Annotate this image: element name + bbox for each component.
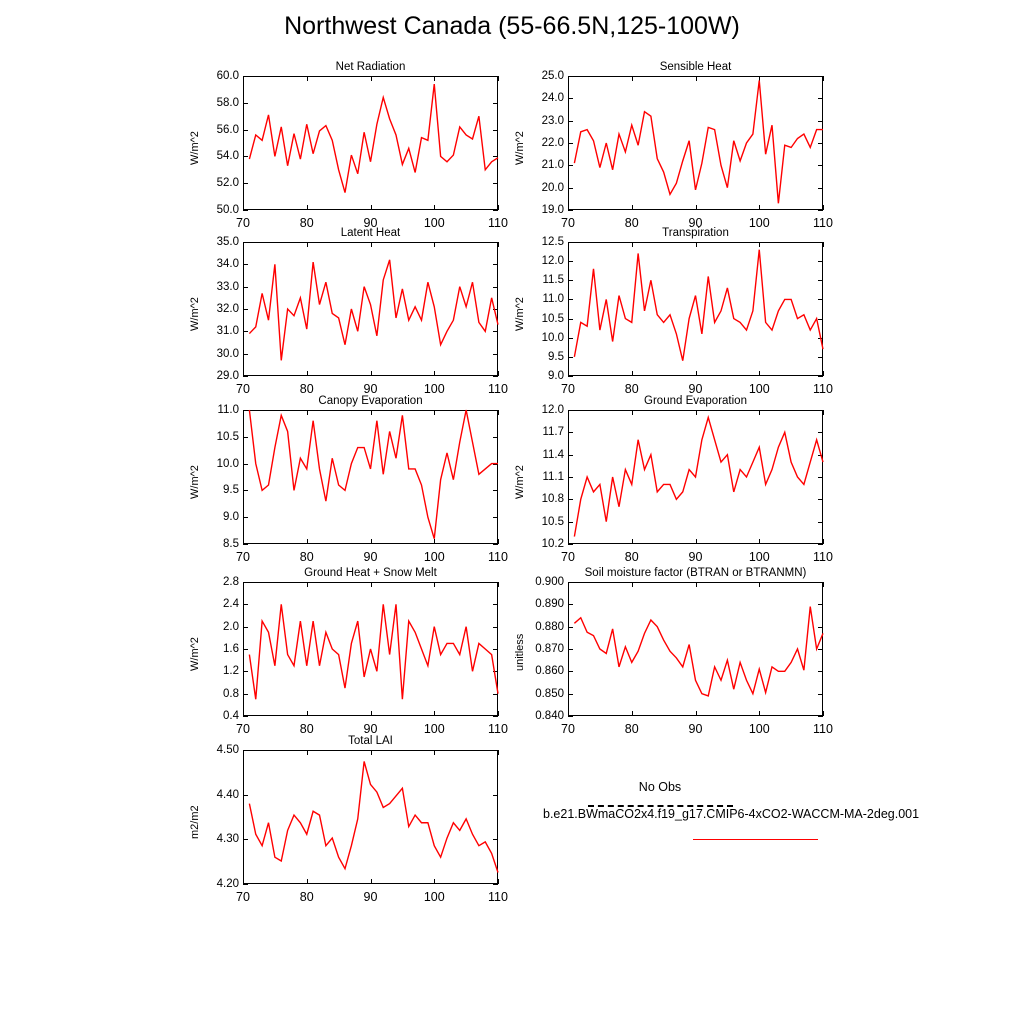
x-tick-label: 100 xyxy=(748,550,770,564)
y-tick-label: 10.5 xyxy=(541,515,564,528)
x-tick-label: 110 xyxy=(813,216,833,230)
x-tick-label: 100 xyxy=(423,722,445,736)
chart-panel xyxy=(189,735,508,904)
x-tick-mark xyxy=(823,371,824,376)
x-tick-label: 90 xyxy=(688,550,703,564)
series-layer xyxy=(568,410,823,544)
data-series-line xyxy=(574,80,823,203)
y-tick-mark xyxy=(243,210,248,211)
y-tick-label: 0.4 xyxy=(223,710,239,722)
x-tick-label: 110 xyxy=(488,550,508,564)
series-layer xyxy=(568,582,823,716)
x-tick-mark-top xyxy=(823,582,824,587)
x-tick-label: 90 xyxy=(688,382,703,396)
x-tick-mark-top xyxy=(498,750,499,755)
series-layer xyxy=(243,750,498,884)
y-tick-label: 0.870 xyxy=(535,643,564,655)
chart-panel xyxy=(189,567,508,736)
y-tick-label: 8.5 xyxy=(223,538,239,550)
x-tick-mark-top xyxy=(498,76,499,81)
x-tick-label: 70 xyxy=(236,722,250,736)
y-tick-label: 2.0 xyxy=(223,620,239,633)
y-tick-label: 11.0 xyxy=(542,293,564,306)
y-axis-label: W/m^2 xyxy=(189,131,201,165)
y-tick-mark xyxy=(568,376,573,377)
y-tick-label: 33.0 xyxy=(216,280,239,293)
page-title: Northwest Canada (55-66.5N,125-100W) xyxy=(284,12,740,40)
y-tick-mark-right xyxy=(493,210,498,211)
y-tick-label: 12.0 xyxy=(541,255,564,268)
panel-title: Canopy Evaporation xyxy=(318,395,423,407)
chart-panel xyxy=(514,61,833,230)
data-series-line xyxy=(249,761,498,872)
series-layer xyxy=(243,76,498,210)
x-tick-label: 100 xyxy=(423,382,445,396)
y-tick-label: 0.840 xyxy=(535,710,564,722)
panel-title: Transpiration xyxy=(662,227,729,239)
series-layer xyxy=(243,410,498,544)
y-tick-label: 23.0 xyxy=(541,114,564,127)
x-tick-mark-top xyxy=(498,242,499,247)
panel-title: Ground Evaporation xyxy=(644,395,747,407)
y-tick-label: 19.0 xyxy=(541,204,564,216)
y-tick-label: 30.0 xyxy=(216,347,239,360)
y-tick-label: 35.0 xyxy=(216,236,239,248)
y-tick-label: 11.5 xyxy=(542,274,564,287)
x-tick-label: 80 xyxy=(624,722,639,736)
series-layer xyxy=(243,582,498,716)
y-tick-mark-right xyxy=(818,716,823,717)
x-tick-label: 80 xyxy=(299,216,314,230)
y-tick-label: 12.5 xyxy=(541,236,564,248)
y-axis-label: W/m^2 xyxy=(189,297,201,331)
y-tick-label: 32.0 xyxy=(216,303,239,315)
y-tick-label: 58.0 xyxy=(216,96,239,109)
x-tick-label: 80 xyxy=(624,550,639,564)
x-tick-mark xyxy=(823,205,824,210)
panel-title: Soil moisture factor (BTRAN or BTRANMN) xyxy=(584,567,807,579)
y-tick-mark xyxy=(243,544,248,545)
x-tick-label: 70 xyxy=(236,382,250,396)
y-tick-mark-right xyxy=(493,884,498,885)
y-tick-label: 10.0 xyxy=(541,331,564,344)
x-tick-mark xyxy=(823,539,824,544)
y-tick-label: 2.8 xyxy=(223,576,239,588)
y-tick-label: 11.0 xyxy=(217,404,239,416)
y-tick-label: 29.0 xyxy=(216,370,239,382)
y-tick-label: 24.0 xyxy=(541,92,564,105)
y-tick-label: 12.0 xyxy=(541,404,564,416)
y-tick-label: 2.4 xyxy=(223,598,239,611)
x-tick-label: 70 xyxy=(561,382,575,396)
x-tick-mark-top xyxy=(498,410,499,415)
x-tick-label: 80 xyxy=(624,382,639,396)
y-tick-label: 4.20 xyxy=(216,878,239,890)
x-tick-label: 90 xyxy=(688,216,703,230)
y-axis-label: W/m^2 xyxy=(514,131,526,165)
series-layer xyxy=(568,242,823,376)
data-series-line xyxy=(249,260,498,361)
y-tick-label: 11.7 xyxy=(542,426,564,439)
chart-panel xyxy=(514,395,833,564)
x-tick-mark-top xyxy=(823,242,824,247)
x-tick-label: 100 xyxy=(748,722,770,736)
x-tick-label: 100 xyxy=(423,216,445,230)
y-tick-label: 25.0 xyxy=(541,70,564,82)
legend-model-label: b.e21.BWmaCO2x4.f19_g17.CMIP6-4xCO2-WACCM-MA-2deg.001 xyxy=(543,807,920,821)
y-tick-label: 31.0 xyxy=(216,325,239,338)
panel-title: Net Radiation xyxy=(335,61,406,73)
y-tick-label: 20.0 xyxy=(541,181,564,194)
y-tick-label: 34.0 xyxy=(216,258,239,271)
x-tick-mark xyxy=(823,711,824,716)
y-tick-label: 0.900 xyxy=(535,576,564,588)
panel-title: Total LAI xyxy=(348,735,393,747)
y-axis-label: W/m^2 xyxy=(514,297,526,331)
x-tick-label: 90 xyxy=(363,890,378,904)
y-tick-label: 54.0 xyxy=(216,150,239,163)
x-tick-label: 90 xyxy=(363,216,378,230)
y-tick-mark-right xyxy=(818,210,823,211)
y-tick-label: 0.860 xyxy=(535,665,564,678)
series-layer xyxy=(243,242,498,376)
y-tick-label: 1.2 xyxy=(223,665,239,678)
x-tick-label: 100 xyxy=(748,216,770,230)
x-tick-label: 80 xyxy=(299,550,314,564)
x-tick-label: 80 xyxy=(299,722,314,736)
y-tick-label: 4.30 xyxy=(216,833,239,846)
chart-panel xyxy=(189,395,508,564)
series-layer xyxy=(568,76,823,210)
y-tick-label: 0.880 xyxy=(535,620,564,633)
x-tick-label: 110 xyxy=(813,382,833,396)
legend-no-obs-label: No Obs xyxy=(638,780,682,794)
x-tick-label: 110 xyxy=(813,722,833,736)
x-tick-label: 70 xyxy=(236,550,250,564)
y-tick-label: 56.0 xyxy=(216,123,239,136)
y-tick-mark-right xyxy=(493,376,498,377)
y-tick-label: 9.5 xyxy=(223,484,239,497)
y-axis-label: W/m^2 xyxy=(514,465,526,499)
x-tick-label: 90 xyxy=(363,722,378,736)
x-tick-mark xyxy=(498,711,499,716)
x-tick-label: 110 xyxy=(488,722,508,736)
y-tick-label: 0.8 xyxy=(223,687,239,700)
x-tick-mark xyxy=(498,205,499,210)
chart-panel xyxy=(189,227,508,396)
y-tick-label: 0.890 xyxy=(535,598,564,611)
x-tick-label: 70 xyxy=(236,890,250,904)
y-tick-label: 50.0 xyxy=(216,204,239,216)
y-tick-label: 10.2 xyxy=(541,538,564,550)
y-tick-label: 52.0 xyxy=(216,177,239,190)
y-tick-mark-right xyxy=(493,716,498,717)
y-tick-label: 10.5 xyxy=(216,430,239,443)
x-tick-label: 70 xyxy=(561,550,575,564)
x-tick-mark xyxy=(498,371,499,376)
x-tick-mark-top xyxy=(823,410,824,415)
x-tick-label: 80 xyxy=(624,216,639,230)
legend-model-line xyxy=(693,839,818,840)
y-axis-label: W/m^2 xyxy=(189,465,201,499)
y-tick-mark xyxy=(243,716,248,717)
y-tick-mark xyxy=(243,376,248,377)
data-series-line xyxy=(574,417,823,536)
x-tick-label: 100 xyxy=(748,382,770,396)
x-tick-label: 110 xyxy=(488,890,508,904)
x-tick-label: 70 xyxy=(561,722,575,736)
x-tick-label: 110 xyxy=(488,382,508,396)
x-tick-label: 100 xyxy=(423,890,445,904)
data-series-line xyxy=(249,410,498,539)
y-tick-label: 9.5 xyxy=(548,350,564,363)
x-tick-label: 110 xyxy=(488,216,508,230)
y-tick-label: 4.40 xyxy=(216,788,239,801)
x-tick-mark-top xyxy=(823,76,824,81)
y-tick-label: 22.0 xyxy=(541,137,564,149)
x-tick-mark-top xyxy=(498,582,499,587)
x-tick-mark xyxy=(498,879,499,884)
x-tick-mark xyxy=(498,539,499,544)
x-tick-label: 70 xyxy=(561,216,575,230)
y-tick-mark xyxy=(568,716,573,717)
x-tick-label: 110 xyxy=(813,550,833,564)
panel-title: Ground Heat + Snow Melt xyxy=(304,567,437,579)
data-series-line xyxy=(249,84,498,193)
x-tick-label: 100 xyxy=(423,550,445,564)
data-series-line xyxy=(249,604,498,699)
y-tick-label: 11.4 xyxy=(542,448,564,461)
y-tick-mark xyxy=(568,210,573,211)
y-tick-label: 60.0 xyxy=(216,70,239,82)
y-tick-label: 21.0 xyxy=(541,159,564,172)
x-tick-label: 80 xyxy=(299,382,314,396)
y-tick-label: 11.1 xyxy=(542,471,564,483)
y-tick-label: 10.8 xyxy=(541,493,564,506)
x-tick-label: 90 xyxy=(363,550,378,564)
panel-title: Sensible Heat xyxy=(659,61,732,73)
y-tick-label: 9.0 xyxy=(223,511,239,524)
y-tick-mark-right xyxy=(818,544,823,545)
y-axis-label: W/m^2 xyxy=(189,637,201,671)
panel-title: Latent Heat xyxy=(340,227,401,239)
y-tick-label: 0.850 xyxy=(535,687,564,700)
y-tick-label: 10.5 xyxy=(541,312,564,325)
data-series-line xyxy=(574,250,823,361)
chart-panel xyxy=(514,567,833,736)
y-tick-mark xyxy=(568,544,573,545)
y-tick-mark-right xyxy=(818,376,823,377)
x-tick-label: 90 xyxy=(363,382,378,396)
x-tick-label: 70 xyxy=(236,216,250,230)
y-tick-mark xyxy=(243,884,248,885)
data-series-line xyxy=(574,607,823,696)
y-axis-label: m2/m2 xyxy=(189,805,201,839)
y-tick-mark-right xyxy=(493,544,498,545)
y-tick-label: 1.6 xyxy=(223,643,239,655)
chart-panel xyxy=(514,227,833,396)
y-tick-label: 9.0 xyxy=(548,370,564,382)
y-tick-label: 10.0 xyxy=(216,457,239,470)
y-tick-label: 4.50 xyxy=(216,744,239,756)
y-axis-label: unitless xyxy=(514,633,526,671)
x-tick-label: 80 xyxy=(299,890,314,904)
chart-panel xyxy=(189,61,508,230)
x-tick-label: 90 xyxy=(688,722,703,736)
